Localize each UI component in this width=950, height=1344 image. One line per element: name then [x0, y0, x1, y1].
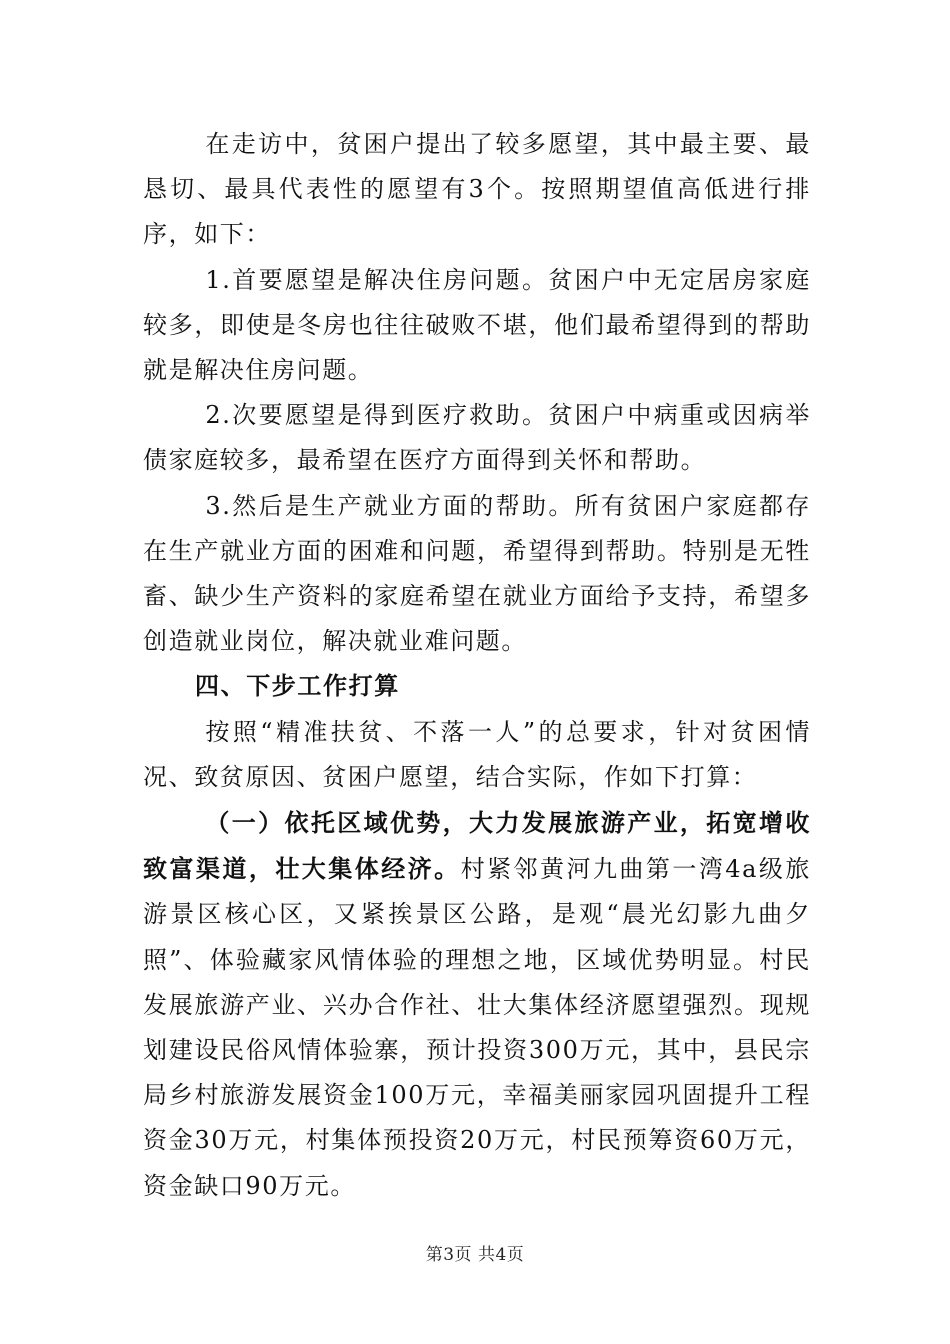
paragraph-wishes-intro: 在走访中，贫困户提出了较多愿望，其中最主要、最恳切、最具代表性的愿望有3个。按照期望值高低进行排序，如下：: [143, 130, 811, 249]
paragraph-wish-medical: 2.次要愿望是得到医疗救助。贫困户中病重或因病举债家庭较多，最希望在医疗方面得到关怀和帮助。: [143, 401, 811, 475]
tourism-plan-heading: （一）依托区域优势，大力发展旅游产业，拓宽增收致富渠道，壮大集体经济。: [143, 808, 811, 884]
paragraph-wish-employment: 3.然后是生产就业方面的帮助。所有贫困户家庭都存在生产就业方面的困难和问题，希望得到帮助。特别是无牲畜、缺少生产资料的家庭希望在就业方面给予支持，希望多创造就业岗位，解决就业难问题。: [143, 491, 811, 656]
paragraph-wish-housing: 1.首要愿望是解决住房问题。贫困户中无定居房家庭较多，即使是冬房也往往破败不堪，他们最希望得到的帮助就是解决住房问题。: [143, 265, 811, 385]
paragraph-tourism-plan: [143, 800, 811, 1209]
paragraph-plan-intro: 按照“精准扶贫、不落一人”的总要求，针对贫困情况、致贫原因、贫困户愿望，结合实际，作如下打算：: [143, 717, 811, 791]
page-number-footer: 第3页 共4页: [425, 1245, 525, 1265]
tourism-plan-text: 村紧邻黄河九曲第一湾4a级旅游景区核心区，又紧挨景区公路，是观“晨光幻影九曲夕照”、体验藏家风情体验的理想之地，区域优势明显。村民发展旅游产业、兴办合作社、壮大集体经济愿望强烈。现规划建设民俗风情体验寨，预计投资300万元，其中，县民宗局乡村旅游发展资金100万元，幸福美丽家园巩固提升工程资金30万元，村集体预投资20万元，村民预筹资60万元，资金缺口90万元。: [143, 855, 811, 1200]
section-heading-next-steps: 四、下步工作打算: [195, 672, 400, 701]
document-body: [143, 122, 811, 1209]
